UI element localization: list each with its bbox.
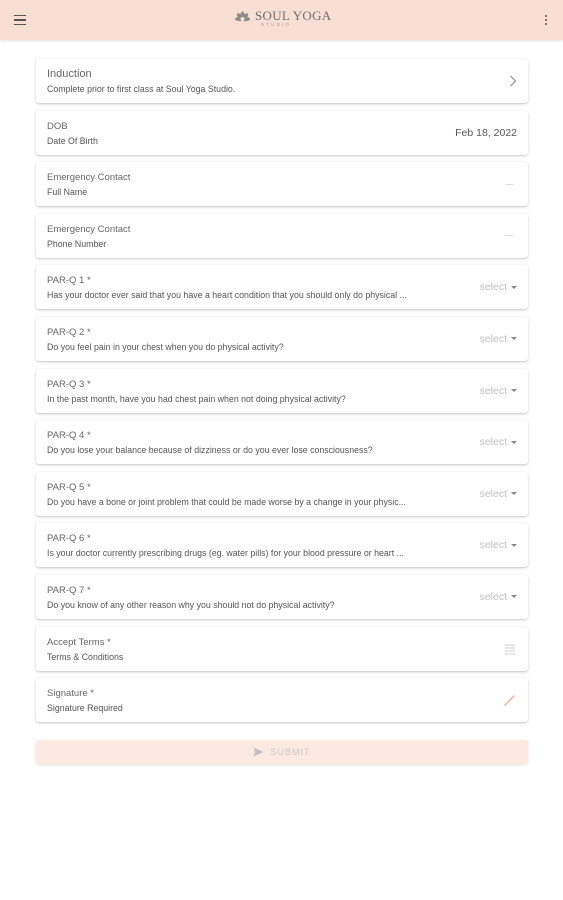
- parq-1-field[interactable]: [36, 265, 528, 309]
- select-placeholder: select: [479, 539, 507, 552]
- select-placeholder: select: [479, 332, 507, 345]
- parq-5-field[interactable]: [36, 472, 528, 516]
- parq-select[interactable]: [480, 265, 517, 309]
- parq-question: Do you have a bone or joint problem that could be made worse by a change in your physic...: [47, 496, 406, 507]
- emergency-contact-name-label: Emergency Contact: [47, 172, 131, 184]
- signature-label: Signature *: [47, 688, 95, 700]
- submit-label: SUBMIT: [270, 747, 311, 757]
- caret-down-icon: [511, 492, 517, 495]
- dob-label: DOB: [47, 120, 68, 132]
- caret-down-icon: [511, 389, 517, 392]
- parq-select[interactable]: [480, 575, 517, 619]
- empty-value-indicator: [505, 184, 513, 185]
- submit-button[interactable]: [36, 740, 528, 764]
- send-icon: [253, 747, 264, 757]
- parq-question: Do you lose your balance because of dizziness or do you ever lose consciousness?: [47, 445, 373, 456]
- parq-question: Do you feel pain in your chest when you do physical activity?: [47, 341, 284, 352]
- parq-select[interactable]: [480, 317, 517, 361]
- accept-terms-field[interactable]: [36, 627, 528, 671]
- empty-value-indicator: [505, 235, 513, 236]
- signature-field[interactable]: [36, 678, 528, 722]
- logo-subtitle: STUDIO: [261, 22, 292, 27]
- parq-6-field[interactable]: [36, 523, 528, 567]
- emergency-contact-phone-sublabel: Phone Number: [47, 238, 107, 249]
- parq-label: PAR-Q 5 *: [47, 481, 91, 493]
- induction-card[interactable]: [36, 59, 528, 103]
- caret-down-icon: [511, 595, 517, 598]
- parq-4-field[interactable]: [36, 420, 528, 464]
- lotus-logo-icon: [234, 11, 251, 26]
- dob-field[interactable]: [36, 111, 528, 155]
- parq-label: PAR-Q 1 *: [47, 275, 91, 287]
- select-placeholder: select: [479, 487, 507, 500]
- parq-question: Has your doctor ever said that you have a heart condition that you should only do physical ...: [47, 290, 407, 301]
- parq-label: PAR-Q 3 *: [47, 378, 91, 390]
- dob-value[interactable]: Feb 18, 2022: [455, 126, 517, 139]
- emergency-contact-phone-field[interactable]: [36, 214, 528, 258]
- more-vertical-icon[interactable]: [543, 12, 549, 28]
- induction-form: [36, 59, 528, 730]
- caret-down-icon: [511, 286, 517, 289]
- parq-select[interactable]: [480, 472, 517, 516]
- chevron-right-icon: [509, 75, 517, 87]
- emergency-contact-phone-label: Emergency Contact: [47, 223, 131, 235]
- accept-terms-label: Accept Terms *: [47, 636, 111, 648]
- document-list-icon[interactable]: [503, 643, 517, 655]
- emergency-contact-name-sublabel: Full Name: [47, 187, 88, 198]
- parq-question: In the past month, have you had chest pain when not doing physical activity?: [47, 393, 346, 404]
- accept-terms-sublabel: Terms & Conditions: [47, 651, 124, 662]
- hamburger-menu-icon[interactable]: [9, 10, 31, 30]
- parq-select[interactable]: [480, 420, 517, 464]
- induction-label: Induction: [47, 68, 92, 80]
- dob-sublabel: Date Of Birth: [47, 135, 98, 146]
- parq-select[interactable]: [480, 369, 517, 413]
- parq-label: PAR-Q 2 *: [47, 326, 91, 338]
- logo: [234, 9, 332, 33]
- signature-sublabel: Signature Required: [47, 703, 123, 714]
- caret-down-icon: [511, 544, 517, 547]
- select-placeholder: select: [479, 590, 507, 603]
- emergency-contact-name-field[interactable]: [36, 162, 528, 206]
- logo-title: SOUL YOGA: [255, 8, 332, 23]
- caret-down-icon: [511, 337, 517, 340]
- induction-description: Complete prior to first class at Soul Yoga Studio.: [47, 84, 236, 94]
- parq-2-field[interactable]: [36, 317, 528, 361]
- caret-down-icon: [511, 441, 517, 444]
- parq-3-field[interactable]: [36, 369, 528, 413]
- parq-question: Do you know of any other reason why you should not do physical activity?: [47, 599, 335, 610]
- parq-label: PAR-Q 6 *: [47, 533, 91, 545]
- select-placeholder: select: [479, 384, 507, 397]
- select-placeholder: select: [479, 436, 507, 449]
- parq-label: PAR-Q 7 *: [47, 584, 91, 596]
- pen-icon[interactable]: [503, 693, 517, 707]
- select-placeholder: select: [479, 281, 507, 294]
- app-bar: [0, 0, 563, 40]
- parq-question: Is your doctor currently prescribing drugs (eg. water pills) for your blood pressure or heart ...: [47, 548, 404, 559]
- parq-label: PAR-Q 4 *: [47, 430, 91, 442]
- parq-select[interactable]: [480, 523, 517, 567]
- parq-7-field[interactable]: [36, 575, 528, 619]
